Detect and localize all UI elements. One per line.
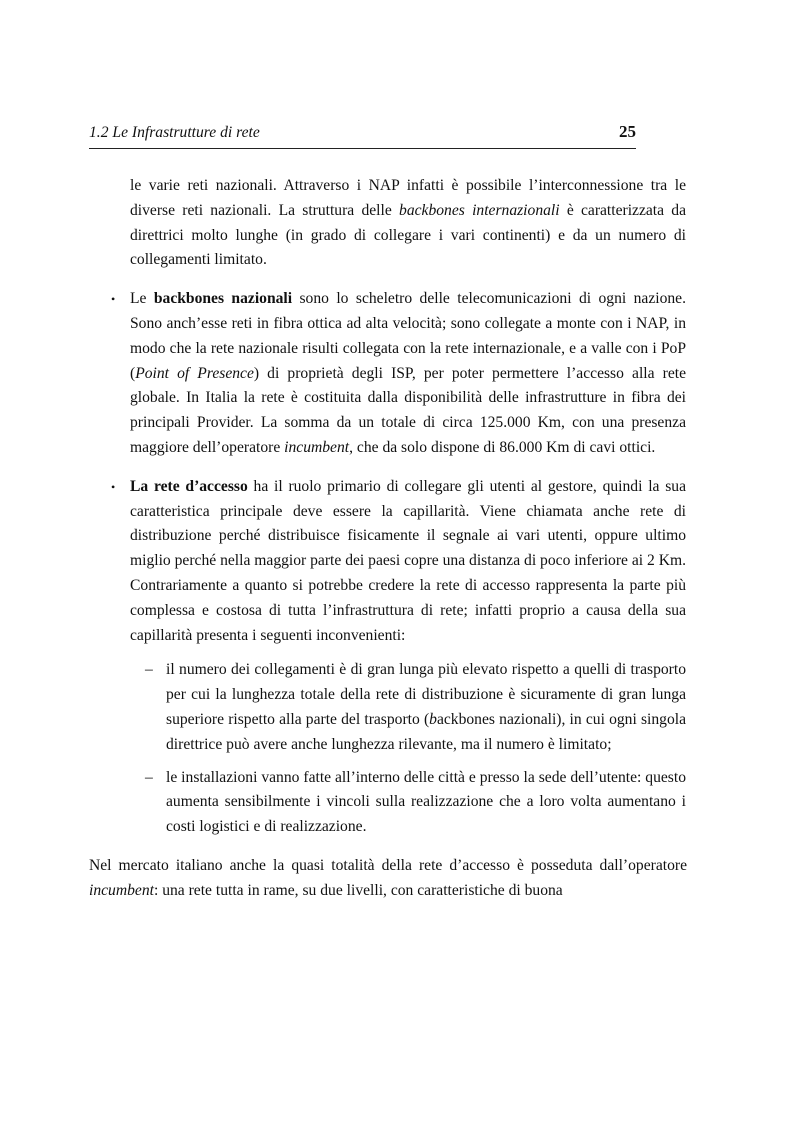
bullet-icon: • <box>111 292 116 307</box>
text-run: le installazioni vanno fatte all’interno delle città e presso la sede dell’utente: questo aumenta sensibilmente i vincoli sulla realizzazione che a loro volta aumentano i costi logistici e di realizzazione. <box>166 768 686 836</box>
text-run: ha il ruolo primario di collegare gli utenti al gestore, quindi la sua caratteristica principale deve essere la capillarità. Viene chiamata anche rete di distribuzione perché distribuisce fisicamente il segnale ai vari utenti, oppure ultimo miglio perché nella maggior parte dei paesi copre una distanza di poco inferiore ai 2 Km. Contrariamente a quanto si potrebbe credere la rete di accesso rappresenta la parte più complessa e costosa di tutta l’infrastruttura di rete; infatti proprio a causa della sua capillarità presenta i seguenti inconvenienti: <box>130 477 686 644</box>
final-paragraph <box>89 854 687 904</box>
bullet-text <box>130 475 686 649</box>
bullet-backbones-nazionali <box>111 287 686 461</box>
text-run: è caratterizzata da direttrici molto lunghe (in grado di collegare i vari continenti) e da un numero di collegamenti limitato. <box>130 201 687 269</box>
sub-item-text <box>166 658 686 757</box>
page-body <box>89 174 687 904</box>
bold-term: backbones nazionali <box>153 290 293 308</box>
sub-list-item <box>145 658 687 757</box>
text-run: , che da solo dispone di 86.000 Km di cavi ottici. <box>349 438 656 456</box>
text-run: le varie reti nazionali. Attraverso i NAP infatti è possibile l’interconnessione tra le diverse reti nazionali. La struttura delle <box>130 177 686 219</box>
text-run: Nel mercato italiano anche la quasi totalità della rete d’accesso è posseduta dall’operatore <box>89 856 687 874</box>
text-run: : una rete tutta in rame, su due livelli, con caratteristiche di buona <box>153 881 563 899</box>
emphasis-backbones-internazionali: backbones internazionali <box>399 201 560 219</box>
page-number: 25 <box>619 122 636 141</box>
emphasis-b: b <box>429 710 437 728</box>
text-run: ackbones nazionali), in cui ogni singola direttrice può avere anche lunghezza rilevante, ma il numero è limitato; <box>166 710 687 753</box>
emphasis-incumbent: incumbent <box>284 438 350 456</box>
bullet-rete-accesso <box>111 475 687 840</box>
running-title: 1.2 Le Infrastrutture di rete <box>89 124 260 141</box>
text-run: ) di proprietà degli ISP, per poter permettere l’accesso alla rete globale. In Italia la rete è costituita dalla disponibilità delle infrastrutture in fibra dei principali Provider. La somma da un totale di circa 125.000 Km, con una presenza maggiore dell’operatore <box>130 364 686 456</box>
text-run: il numero dei collegamenti è di gran lunga più elevato rispetto a quelli di trasporto per cui la lunghezza totale della rete di distribuzione è sicuramente di gran lunga superiore rispetto alla parte del trasporto ( <box>166 661 686 728</box>
dash-icon: – <box>145 661 153 679</box>
bold-term: La rete d’accesso <box>130 477 248 495</box>
text-run: Le <box>130 290 154 308</box>
dash-icon: – <box>145 768 153 786</box>
sub-list <box>130 658 686 840</box>
sub-item-text <box>166 766 686 840</box>
emphasis-point-of-presence: Point of Presence <box>135 364 254 382</box>
page-header <box>89 118 636 149</box>
bullet-text <box>130 287 686 461</box>
emphasis-incumbent: incumbent <box>89 881 154 899</box>
continued-paragraph <box>130 174 686 273</box>
text-run: sono lo scheletro delle telecomunicazioni di ogni nazione. Sono anch’esse reti in fibra ottica ad alta velocità; sono collegate a monte con i NAP, in modo che la rete nazionale risulti collegata con la rete internazionale, e a valle con i PoP ( <box>130 290 686 382</box>
sub-list-item <box>145 766 686 840</box>
bullet-icon: • <box>111 479 116 494</box>
